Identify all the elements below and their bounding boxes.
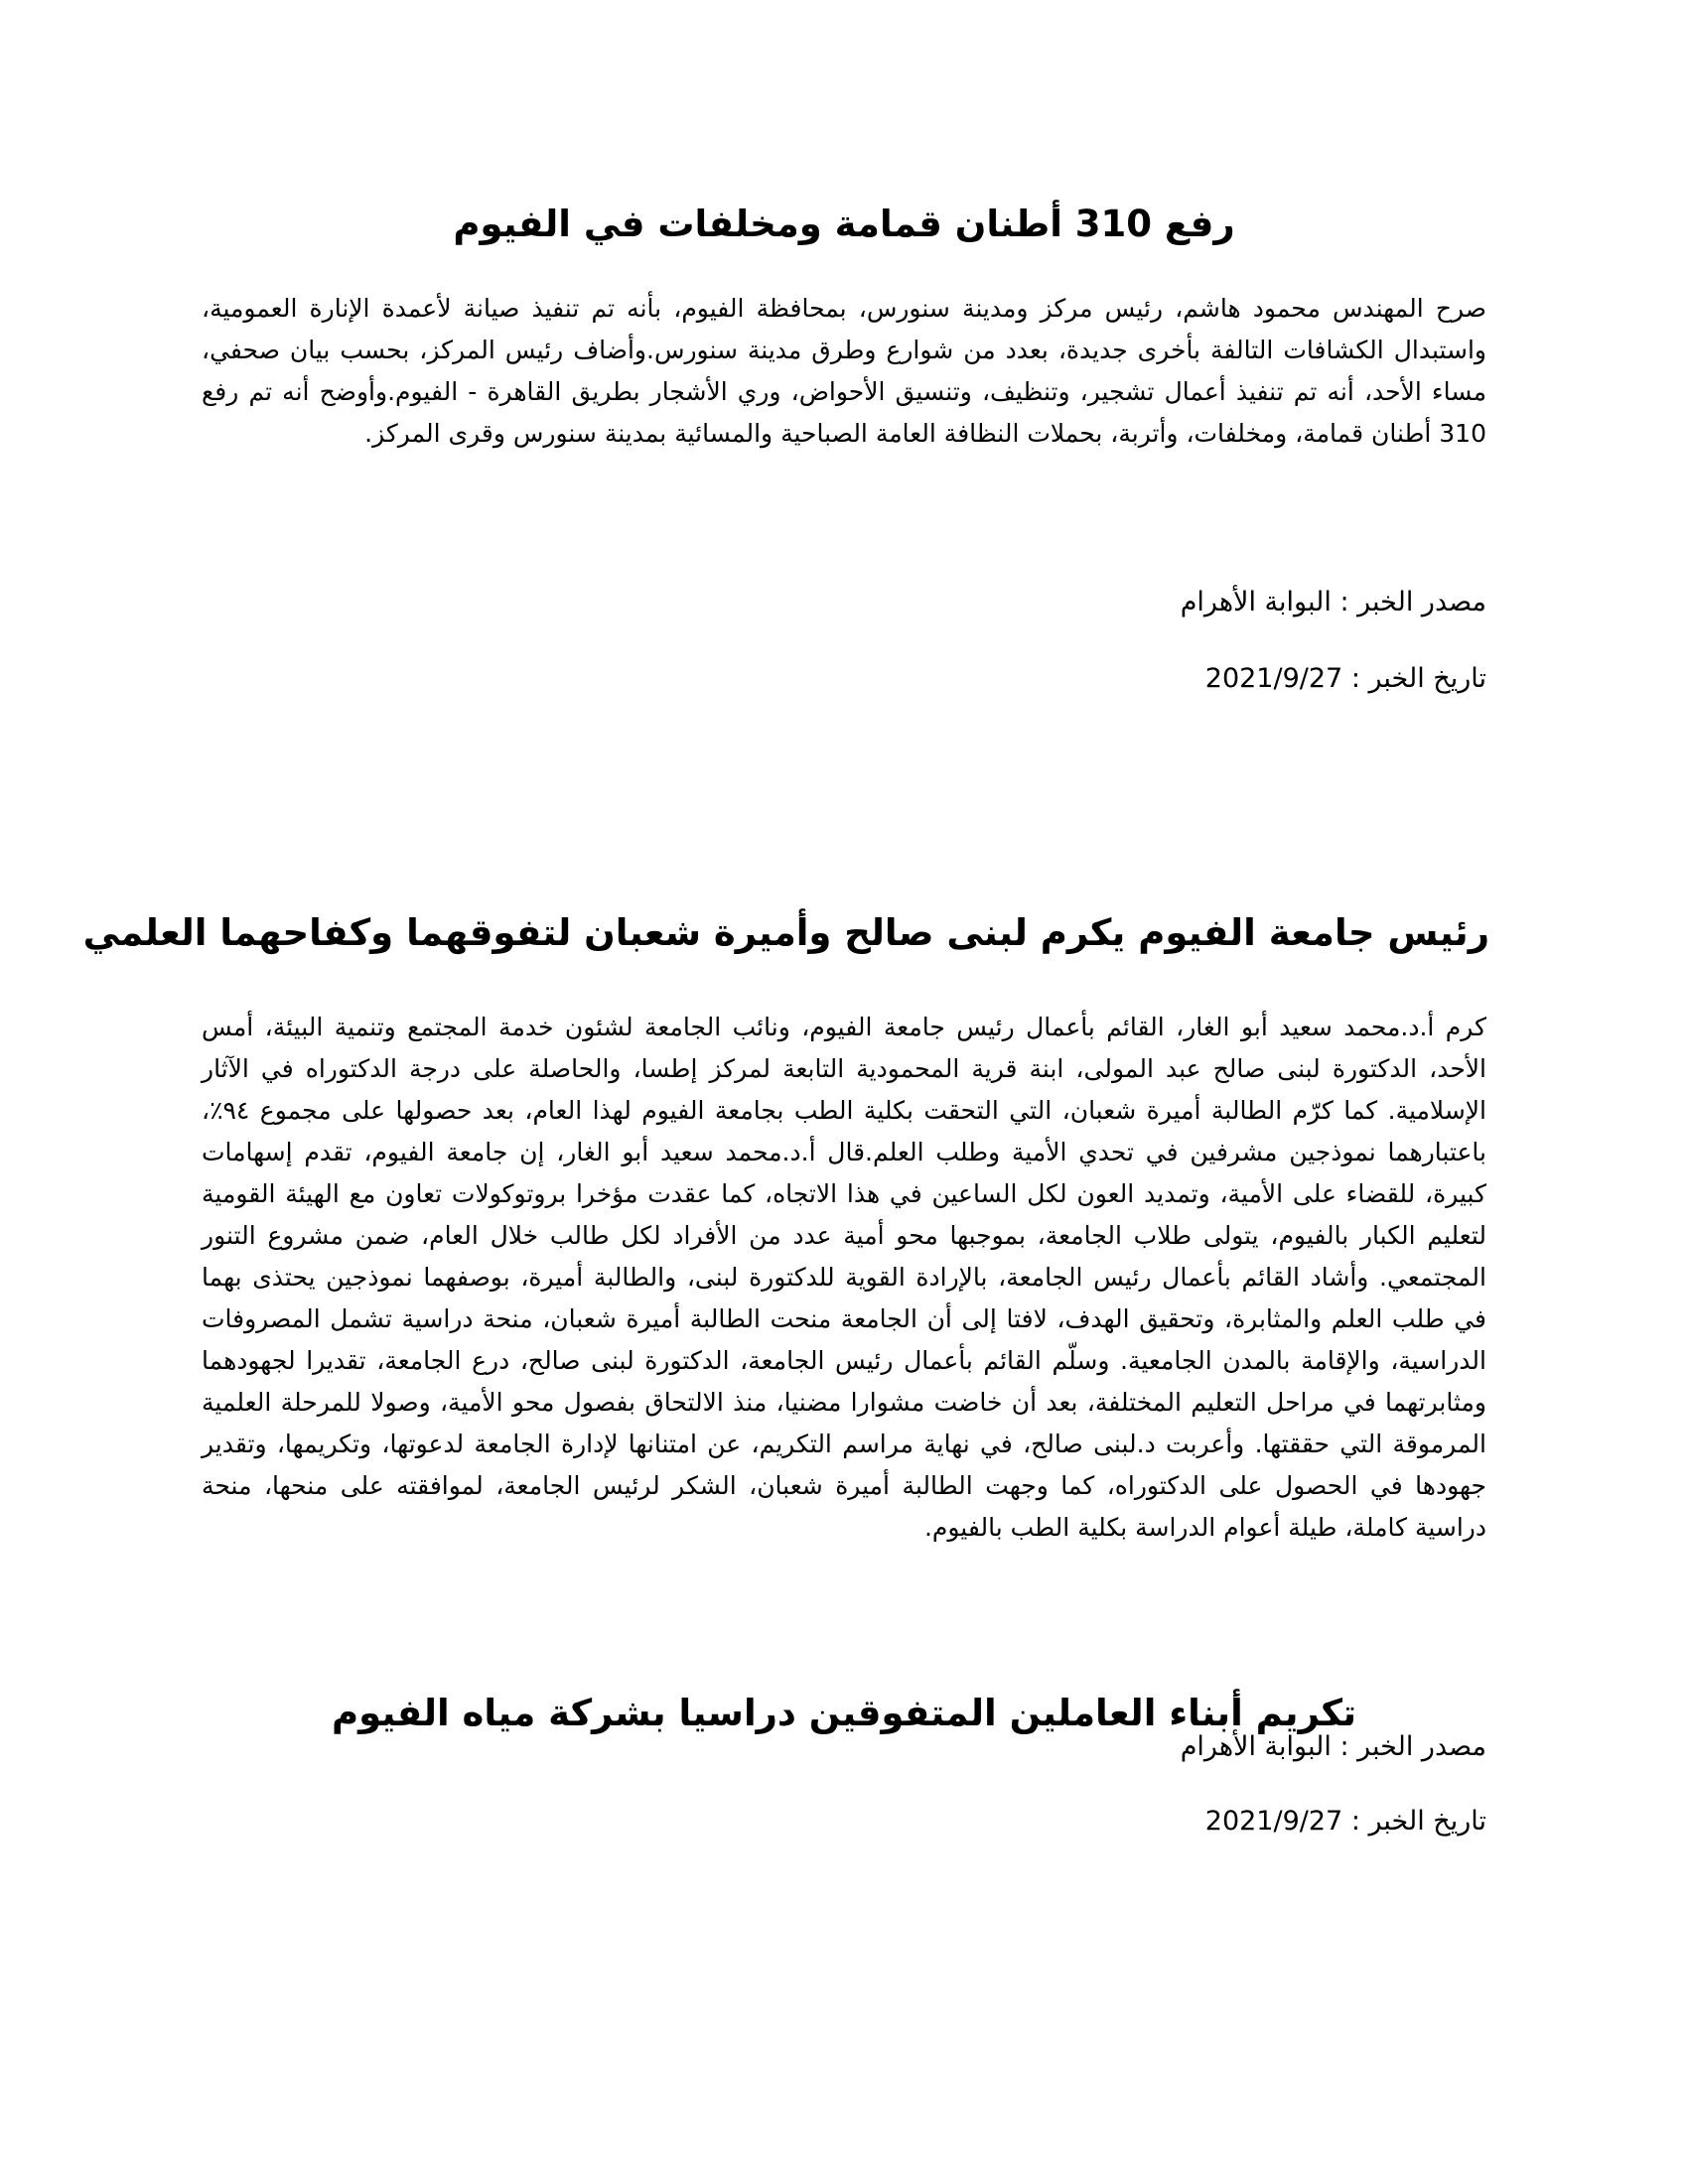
article-1-source: مصدر الخبر : البوابة الأهرام: [1180, 587, 1486, 617]
article-1-body: صرح المهندس محمود هاشم، رئيس مركز ومدينة سنورس، بمحافظة الفيوم، بأنه تم تنفيذ صيانة لأعمدة الإنارة العمومية، واستبدال الكشافات التالفة بأخرى جديدة، بعدد من شوارع وطرق مدينة سنورس.وأضاف رئيس المركز، بحسب بيان صحفي، مساء الأحد، أنه تم تنفيذ أعمال تشجير، وتنظيف، وتنسيق الأحواض، وري الأشجار بطريق القاهرة - الفيوم.وأوضح أنه تم رفع 310 أطنان قمامة، ومخلفات، وأتربة، بحملات النظافة العامة الصباحية والمسائية بمدينة سنورس وقرى المركز.: [202, 294, 1486, 448]
article-1-date-label: تاريخ الخبر :: [1350, 663, 1486, 694]
article-2-title: رئيس جامعة الفيوم يكرم لبنى صالح وأميرة شعبان لتفوقهما وكفاحهما العلمي: [82, 911, 1489, 954]
article-2-date-value: 2021/9/27: [1204, 1806, 1343, 1837]
article-2-source: مصدر الخبر : البوابة الأهرام: [1180, 1731, 1486, 1762]
article-2-body: كرم أ.د.محمد سعيد أبو الغار، القائم بأعمال رئيس جامعة الفيوم، ونائب الجامعة لشئون خدمة المجتمع وتنمية البيئة، أمس الأحد، الدكتورة لبنى صالح عبد المولى، ابنة قرية المحمودية التابعة لمركز إطسا، والحاصلة على درجة الدكتوراه في الآثار الإسلامية. كما كرّم الطالبة أميرة شعبان، التي التحقت بكلية الطب بجامعة الفيوم لهذا العام، بعد حصولها على مجموع ٩٤٪، باعتبارهما نموذجين مشرفين في تحدي الأمية وطلب العلم.قال أ.د.محمد سعيد أبو الغار، إن جامعة الفيوم، تقدم إسهامات كبيرة، للقضاء على الأمية، وتمديد العون لكل الساعين في هذا الاتجاه، كما عقدت مؤخرا بروتوكولات تعاون مع الهيئة القومية لتعليم الكبار بالفيوم، يتولى طلاب الجامعة، بموجبها محو أمية عدد من الأفراد لكل طالب خلال العام، ضمن مشروع التنور المجتمعي. وأشاد القائم بأعمال رئيس الجامعة، بالإرادة القوية للدكتورة لبنى، والطالبة أميرة، بوصفهما نموذجين يحتذى بهما في طلب العلم والمثابرة، وتحقيق الهدف، لافتا إلى أن الجامعة منحت الطالبة أميرة شعبان، منحة دراسية تشمل المصروفات الدراسية، والإقامة بالمدن الجامعية. وسلّم القائم بأعمال رئيس الجامعة، الدكتورة لبنى صالح، درع الجامعة، تقديرا لجهودهما ومثابرتهما في مراحل التعليم المختلفة، بعد أن خاضت مشوارا مضنيا، منذ الالتحاق بفصول محو الأمية، وصولا للمرحلة العلمية المرموقة التي حققتها. وأعربت د.لبنى صالح، في نهاية مراسم التكريم، عن امتنانها لإدارة الجامعة لدعوتها، وتكريمها، وتقدير جهودها في الحصول على الدكتوراه، كما وجهت الطالبة أميرة شعبان، الشكر لرئيس الجامعة، لموافقته على منحها، منحة دراسية كاملة، طيلة أعوام الدراسة بكلية الطب بالفيوم.: [202, 1013, 1486, 1542]
article-2-date: [202, 1802, 1486, 1842]
article-3-title: تكريم أبناء العاملين المتفوقين دراسيا بشركة مياه الفيوم: [332, 1692, 1356, 1734]
article-2-date-label: تاريخ الخبر :: [1350, 1806, 1486, 1837]
article-1-date-value: 2021/9/27: [1204, 663, 1343, 694]
article-1-date: [202, 659, 1486, 699]
article-1-title: رفع 310 أطنان قمامة ومخلفات في الفيوم: [453, 203, 1235, 245]
